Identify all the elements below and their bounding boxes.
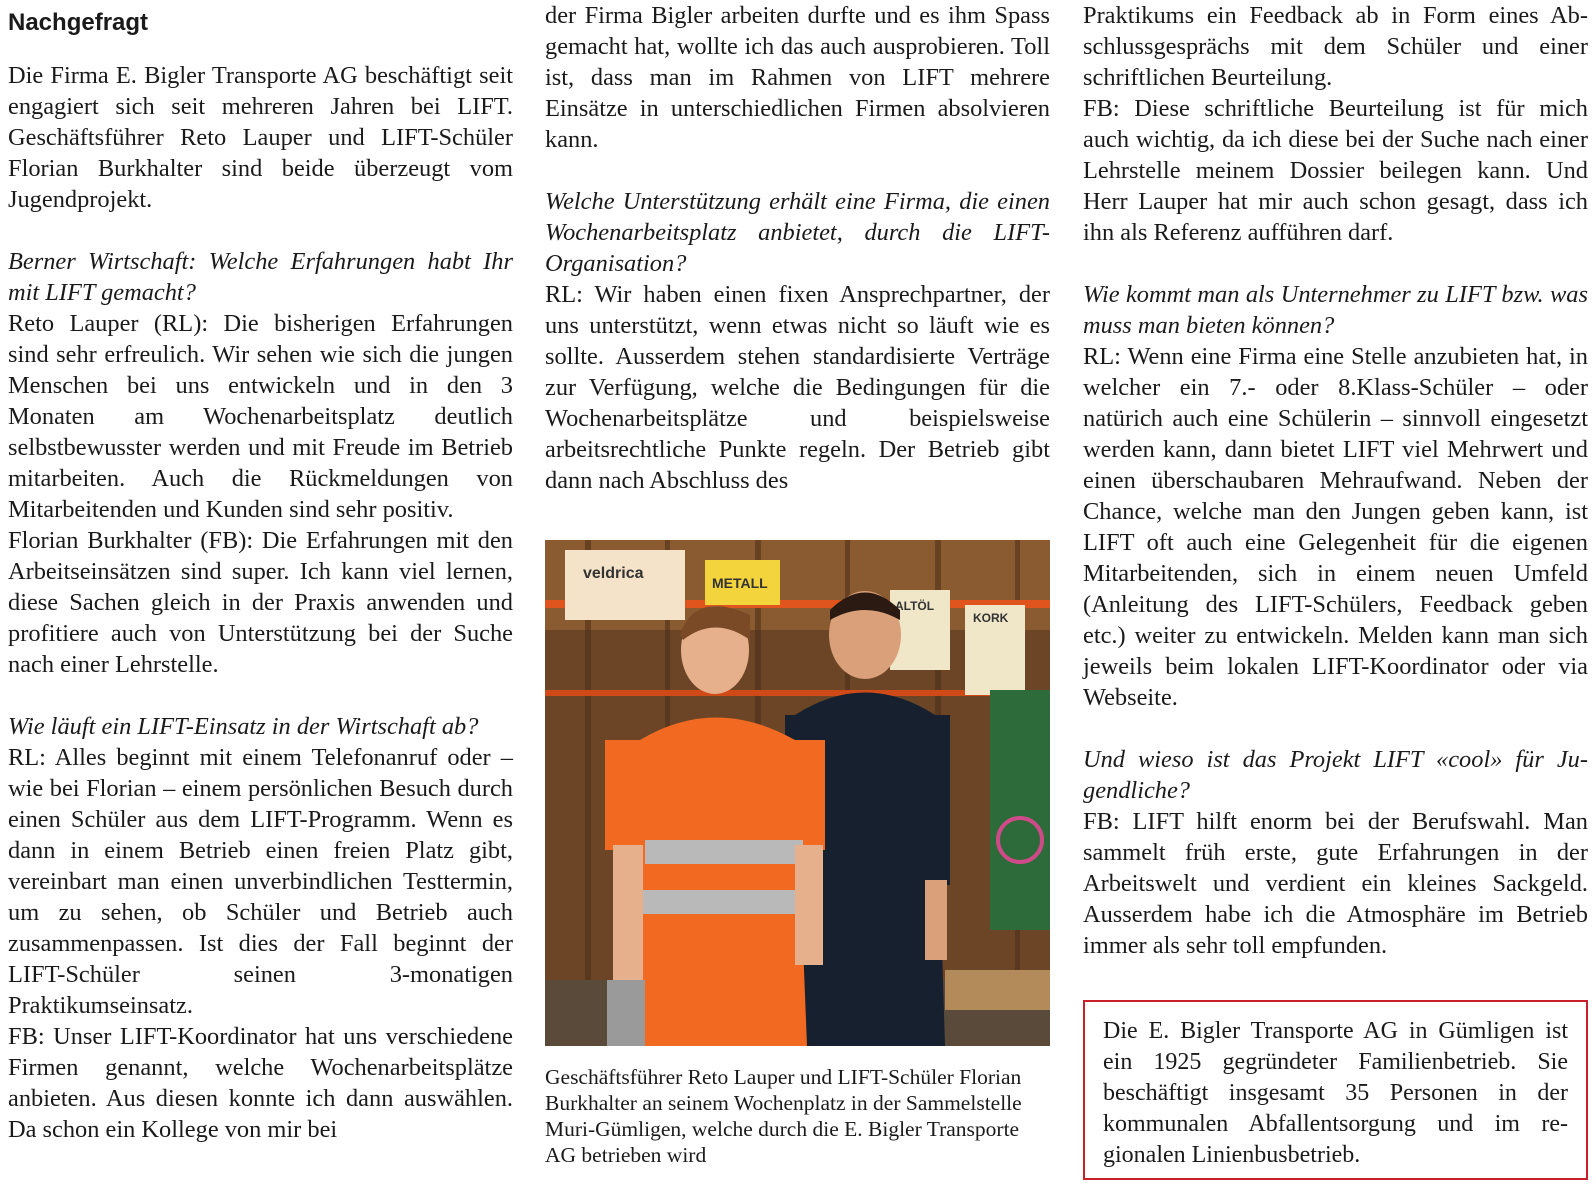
answer-3-rl: RL: Wir haben einen fixen Ansprechpartner, der uns unterstützt, wenn etwas nicht so läuft wie es sollte. Ausserdem stehen standardisierte Verträge zur Verfügung, welche die Bedingungen für die Wochenarbeitsplätze und beispielsweise arbeitsrechtliche Punkte regeln. Der Betrieb gibt dann nach Abschluss des <box>545 281 1050 494</box>
answer-2-fb: FB: Unser LIFT-Koordinator hat uns verschiedene Firmen genannt, welche Wochenarbeitsplätze anbieten. Aus diesen konnte ich dann auswählen. Da schon ein Kollege von mir bei <box>8 1023 513 1143</box>
question-3: Welche Unterstützung erhält eine Firma, die einen Wochenarbeitsplatz anbietet, durch die LIFT-Organisation? <box>545 188 1050 277</box>
answer-3-fb: FB: Diese schriftliche Beurteilung ist für mich auch wichtig, da ich diese bei der Suche nach einer Lehrstelle meinem Dossier beilegen kann. Und Herr Lauper hat mir auch schon gesagt, dass ich ihn als Referenz aufführen darf. <box>1083 95 1588 246</box>
answer-1-rl: Reto Lauper (RL): Die bisherigen Erfahrungen sind sehr erfreulich. Wir sehen wie sich die jungen Menschen bei uns entwickeln und in den 3 Monaten am Wochenarbeitsplatz deutlich selbstbewusster werden und mit Freude im Betrieb mitarbeiten. Auch die Rückmeldungen von Mitarbeitenden und Kunden sind sehr positiv. <box>8 310 513 523</box>
section-heading: Nachgefragt <box>8 9 149 36</box>
question-4: Wie kommt man als Unternehmer zu LIFT bzw. was muss man bieten können? <box>1083 281 1588 339</box>
sign-altoel: ALTÖL <box>895 599 935 613</box>
question-2: Wie läuft ein LIFT-Einsatz in der Wirtschaft ab? <box>8 713 479 740</box>
sign-kork: KORK <box>973 611 1009 625</box>
sign-veldrica: veldrica <box>583 565 644 582</box>
answer-2-rl: RL: Alles beginnt mit einem Telefonanruf oder – wie bei Florian – einem persönlichen Besuch durch einen Schüler aus dem LIFT-Programm. Wenn es dann in einem Betrieb einen freien Platz gibt, vereinbart man einen unverbindlichen Testtermin, um zu sehen, ob Schüler und Betrieb auch zusammenpassen. Ist dies der Fall beginnt der LIFT-Schüler seinen 3-monatigen Praktikumseinsatz. <box>8 744 513 1019</box>
answer-4-rl: RL: Wenn eine Firma eine Stelle anzubieten hat, in welcher ein 7.- oder 8.Klass-Schüler – oder natürich auch eine Schülerin – sinnvoll eingesetzt werden kann, dann bietet LIFT viel Mehrwert und einen überschaubaren Mehraufwand. Neben der Chance, welche man den Jungen geben kann, ist LIFT oft auch eine Gelegenheit für die eigenen Mitarbeitenden, sich in einem neuen Umfeld (Anleitung des LIFT-Schülers, Feedback geben etc.) weiter zu entwickeln. Melden kann man sich jeweils beim lokalen LIFT-Koordinator oder via Webseite. <box>1083 343 1588 711</box>
question-5: Und wieso ist das Projekt LIFT «cool» für Jugendliche? <box>1083 746 1588 804</box>
intro-paragraph: Die Firma E. Bigler Transporte AG beschäftigt seit engagiert sich seit mehreren Jahren bei LIFT. Geschäftsführer Reto Lauper und LIFT-Schüler Florian Burkhalter sind beide überzeugt vom Jugendprojekt. <box>8 62 513 213</box>
article-column-1 <box>8 0 513 1145</box>
article-column-2 <box>545 0 1050 496</box>
company-info-text: Die E. Bigler Transporte AG in Gümligen ist ein 1925 gegründeter Familienbetrieb. Sie beschäftigt insgesamt 35 Personen in der kommunalen Abfallentsorgung und im regionalen Linienbusbetrieb. <box>1103 1018 1568 1168</box>
article-photo <box>545 540 1050 1046</box>
article-column-3 <box>1083 0 1588 961</box>
answer-1-fb: Florian Burkhalter (FB): Die Erfahrungen mit den Arbeitseinsätzen sind super. Ich kann viel lernen, diese Sachen gleich in der Praxis anwenden und profitiere auch von Unterstützung bei der Suche nach einer Lehrstelle. <box>8 527 513 678</box>
answer-2-fb-continued: der Firma Bigler arbeiten durfte und es ihm Spass gemacht hat, wollte ich das auch ausprobieren. Toll ist, dass man im Rahmen von LIFT mehrere Einsätze in unterschiedlichen Firmen absolvieren kann. <box>545 2 1050 153</box>
sign-metall: METALL <box>712 575 768 591</box>
photo-illustration <box>545 540 1050 1046</box>
photo-caption: Geschäftsführer Reto Lauper und LIFT-Schüler Florian Burkhalter an seinem Wochenplatz in der Sammelstelle Muri-Gümligen, welche durch die E. Bigler Transporte AG betrieben wird <box>545 1065 1022 1167</box>
answer-3-rl-continued: Praktikums ein Feedback ab in Form eines Abschlussgesprächs mit dem Schüler und einer schriftlichen Beurteilung. <box>1083 2 1588 91</box>
answer-5-fb: FB: LIFT hilft enorm bei der Berufswahl. Man sammelt früh erste, gute Erfahrungen in der Arbeitswelt und verdient ein kleines Sackgeld. Ausserdem habe ich die Atmosphäre im Betrieb immer als sehr toll empfunden. <box>1083 808 1588 959</box>
question-1: Berner Wirtschaft: Welche Erfahrungen habt Ihr mit LIFT gemacht? <box>8 248 513 306</box>
company-info-box <box>1083 1000 1588 1180</box>
